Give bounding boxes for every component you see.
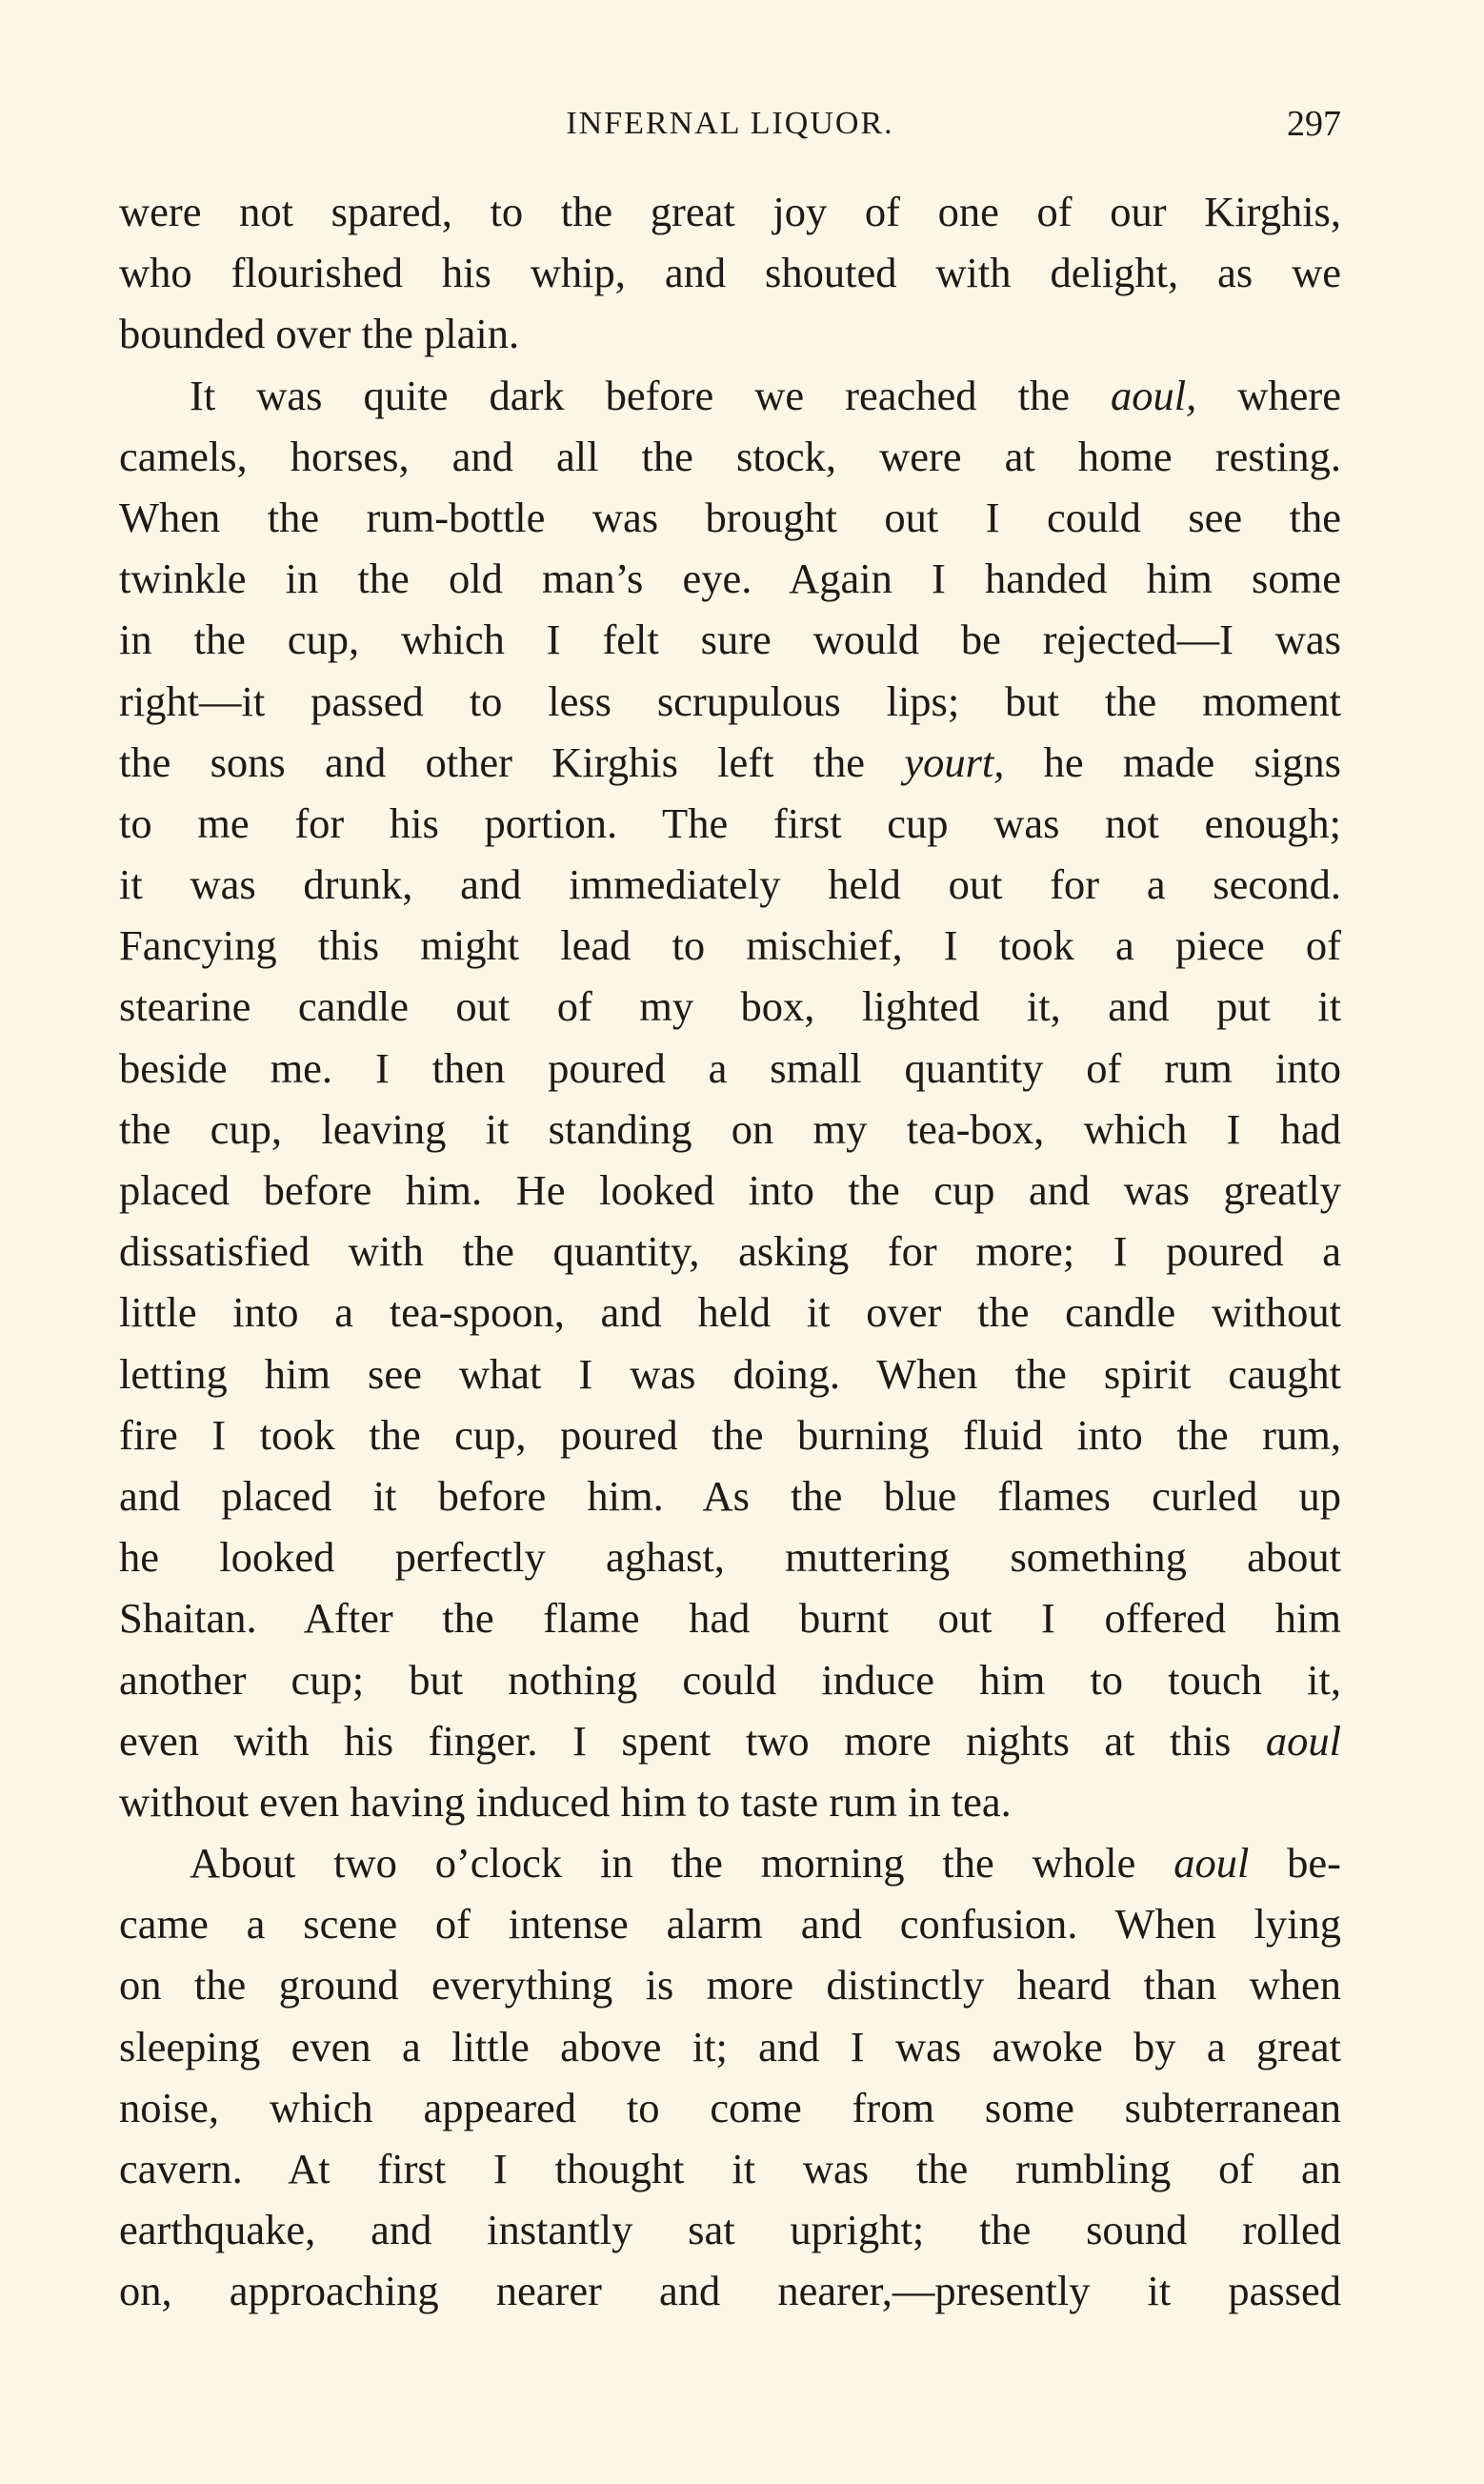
- italic-word: aoul,: [1111, 371, 1197, 419]
- text-line: When the rum-bottle was brought out I could see the: [119, 493, 1341, 541]
- page-number: 297: [1287, 104, 1341, 144]
- text-line: even with his finger. I spent two more nights at this aoul: [119, 1716, 1341, 1765]
- text-line: earthquake, and instantly sat upright; the sound rolled: [119, 2206, 1341, 2254]
- text-line: stearine candle out of my box, lighted it, and put it: [119, 982, 1341, 1031]
- italic-word: aoul: [1265, 1716, 1341, 1765]
- text-line: It was quite dark before we reached the aoul, where: [190, 371, 1341, 419]
- text-line: on, approaching nearer and nearer,—presently it passed: [119, 2267, 1341, 2315]
- text-line: who flourished his whip, and shouted with delight, as we: [119, 249, 1341, 297]
- text-line: Fancying this might lead to mischief, I took a piece of: [119, 921, 1341, 970]
- text-line: noise, which appeared to come from some subterranean: [119, 2083, 1341, 2131]
- text-line: the sons and other Kirghis left the yourt, he made signs: [119, 737, 1341, 786]
- text-line: About two o’clock in the morning the whole aoul be-: [190, 1839, 1341, 1888]
- running-title: INFERNAL LIQUOR.: [566, 106, 894, 141]
- text-line: and placed it before him. As the blue flames curled up: [119, 1471, 1341, 1520]
- body-text: [119, 181, 1341, 2322]
- text-line: right—it passed to less scrupulous lips; but the moment: [119, 677, 1341, 725]
- text-line: cavern. At first I thought it was the rumbling of an: [119, 2145, 1341, 2192]
- text-line: placed before him. He looked into the cup and was greatly: [119, 1166, 1341, 1214]
- text-line: to me for his portion. The first cup was not enough;: [119, 798, 1341, 847]
- text-line: were not spared, to the great joy of one of our Kirghis,: [119, 188, 1341, 235]
- text-line: Shaitan. After the flame had burnt out I offered him: [119, 1594, 1341, 1643]
- text-line: sleeping even a little above it; and I was awoke by a great: [119, 2022, 1341, 2070]
- text-line: bounded over the plain.: [119, 310, 520, 358]
- text-line: letting him see what I was doing. When the spirit caught: [119, 1349, 1341, 1398]
- text-line: camels, horses, and all the stock, were at home resting.: [119, 432, 1341, 480]
- text-line: the cup, leaving it standing on my tea-box, which I had: [119, 1104, 1341, 1153]
- text-line: twinkle in the old man’s eye. Again I handed him some: [119, 555, 1341, 603]
- italic-word: aoul: [1173, 1839, 1250, 1888]
- text-line: on the ground everything is more distinctly heard than when: [119, 1961, 1341, 2009]
- text-line: it was drunk, and immediately held out for a second.: [119, 860, 1341, 909]
- text-line: beside me. I then poured a small quantity of rum into: [119, 1043, 1341, 1092]
- text-line: he looked perfectly aghast, muttering something about: [119, 1533, 1341, 1582]
- text-line: another cup; but nothing could induce him to touch it,: [119, 1655, 1341, 1704]
- italic-word: yourt,: [904, 737, 1005, 786]
- text-line: little into a tea-spoon, and held it over the candle without: [119, 1288, 1341, 1337]
- text-line: came a scene of intense alarm and confusion. When lying: [119, 1900, 1341, 1949]
- text-line: in the cup, which I felt sure would be rejected—I was: [119, 616, 1341, 664]
- running-head: [119, 95, 1341, 152]
- text-line: dissatisfied with the quantity, asking for more; I poured a: [119, 1227, 1341, 1276]
- text-line: fire I took the cup, poured the burning fluid into the rum,: [119, 1410, 1341, 1459]
- text-line: without even having induced him to taste rum in tea.: [119, 1777, 1012, 1826]
